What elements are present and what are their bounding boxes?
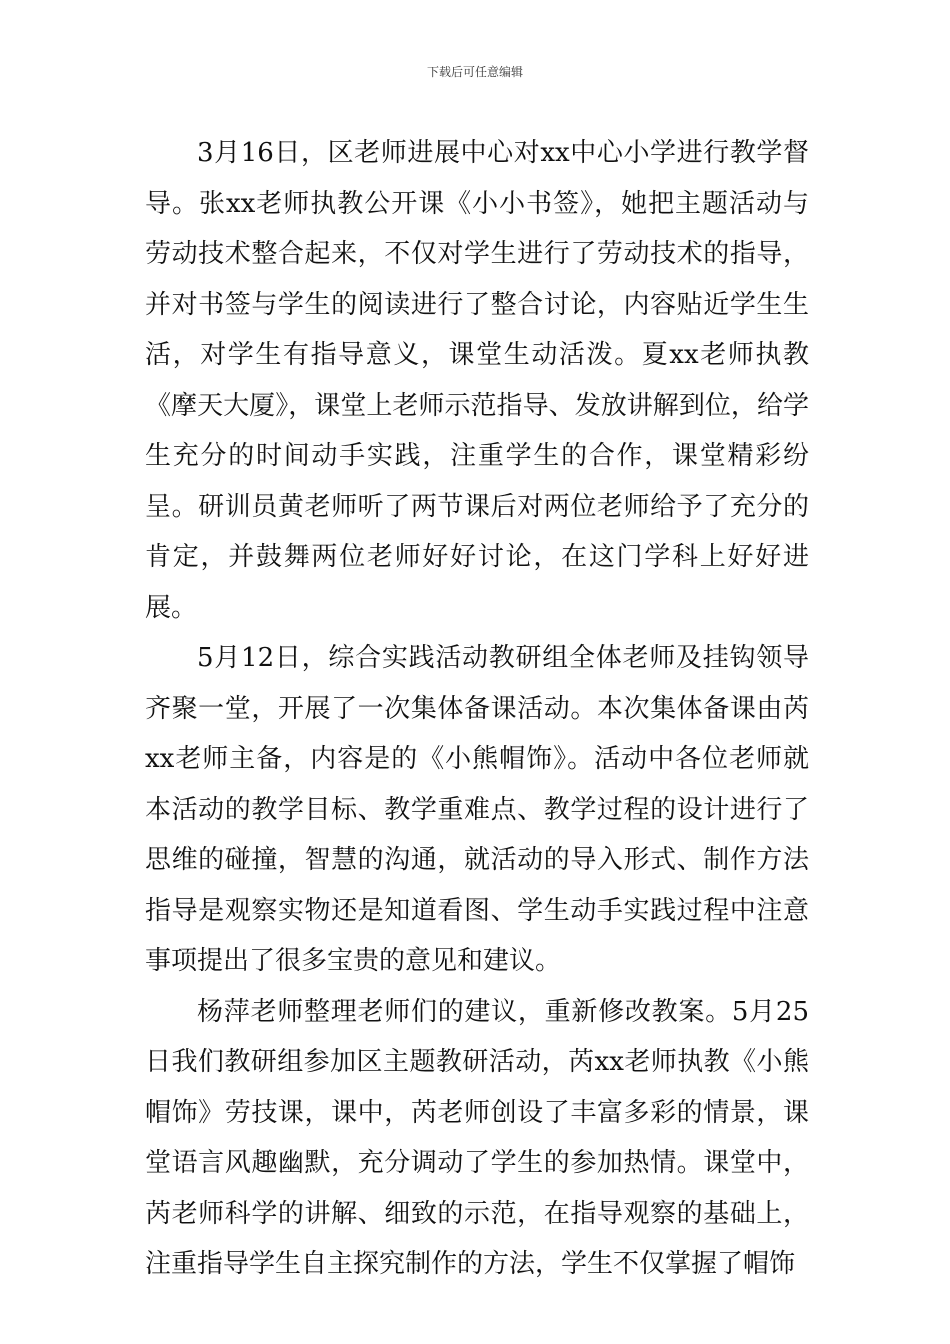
paragraph-3: 杨萍老师整理老师们的建议，重新修改教案。5月25日我们教研组参加区主题教研活动，芮xx老师执教《小熊帽饰》劳技课，课中，芮老师创设了丰富多彩的情景，课堂语言风趣幽默，充分调动了学生的参加热情。课堂中，芮老师科学的讲解、细致的示范，在指导观察的基础上，注重指导学生自主探究制作的方法，学生不仅掌握了帽饰 [145,996,809,1279]
paragraph-1: 3月16日，区老师进展中心对xx中心小学进行教学督导。张xx老师执教公开课《小小书签》，她把主题活动与劳动技术整合起来，不仅对学生进行了劳动技术的指导，并对书签与学生的阅读进行了整合讨论，内容贴近学生生活，对学生有指导意义，课堂生动活泼。夏xx老师执教《摩天大厦》，课堂上老师示范指导、发放讲解到位，给学生充分的时间动手实践，注重学生的合作，课堂精彩纷呈。研训员黄老师听了两节课后对两位老师给予了充分的肯定，并鼓舞两位老师好好讨论，在这门学科上好好进展。 [145,138,809,623]
document-body [145,128,809,1290]
page-header: 下载后可任意编辑 [426,65,523,79]
paragraph-2: 5月12日，综合实践活动教研组全体老师及挂钩领导齐聚一堂，开展了一次集体备课活动。本次集体备课由芮xx老师主备，内容是的《小熊帽饰》。活动中各位老师就本活动的教学目标、教学重难点、教学过程的设计进行了思维的碰撞，智慧的沟通，就活动的导入形式、制作方法指导是观察实物还是知道看图、学生动手实践过程中注意事项提出了很多宝贵的意见和建议。 [145,643,809,976]
